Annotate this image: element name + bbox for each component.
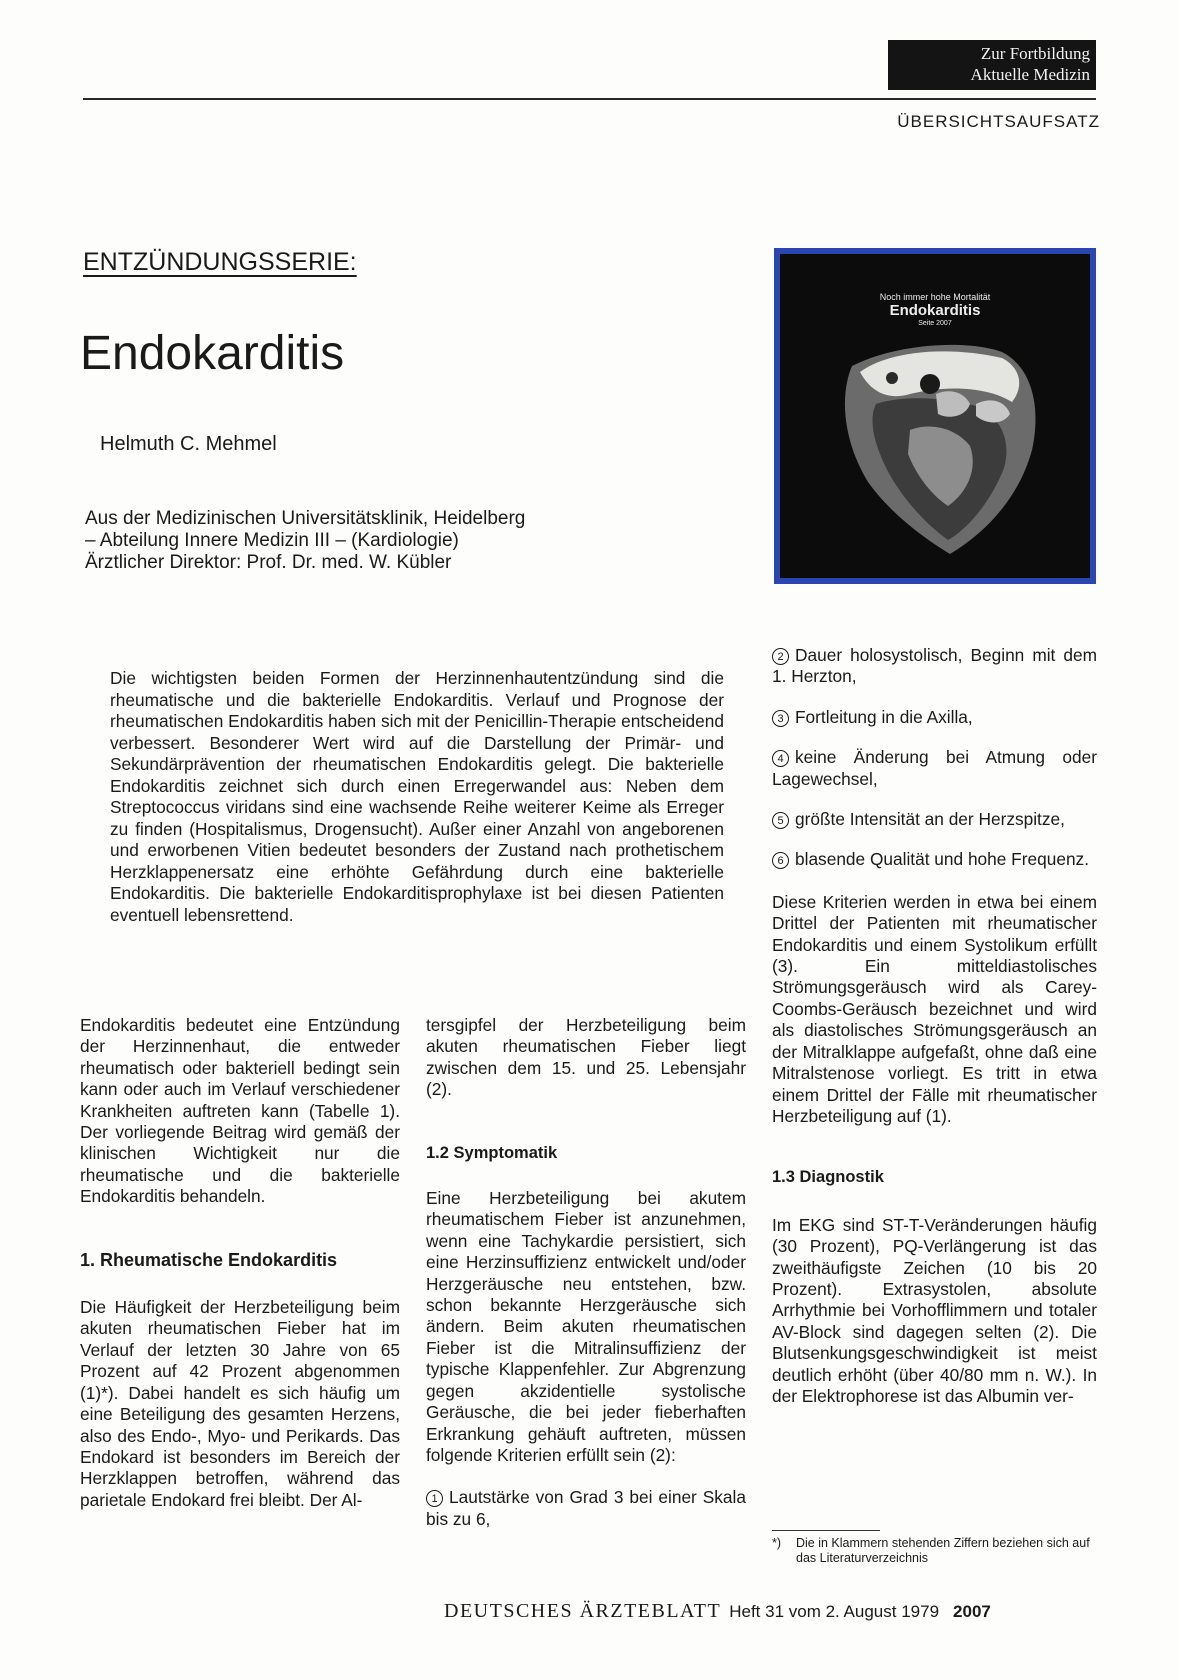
criterion-item (772, 849, 1097, 870)
series-label: ENTZÜNDUNGSSERIE: (83, 248, 357, 276)
page-number: 2007 (953, 1602, 991, 1621)
criterion-number: 6 (772, 852, 789, 869)
journal-name: DEUTSCHES ÄRZTEBLATT (444, 1600, 722, 1622)
header-rule (83, 98, 1096, 100)
body-paragraph: Eine Herzbeteiligung bei akutem rheumatischem Fieber ist anzunehmen, wenn eine Tachykardie persistiert, sich eine Herzinsuffizienz entwickelt und/oder Herzgeräusche neu entstehen, bzw. schon bekannte Herzgeräusche sich ändern. Beim akuten rheumatischen Fieber ist die Mitralinsuffizienz der typische Klappenfehler. Zur Abgrenzung gegen akzidentielle systolische Geräusche, die bei jeder fieberhaften Erkrankung gehäuft auftreten, müssen folgende Kriterien erfüllt sein (2): (426, 1188, 746, 1465)
criterion-number: 3 (772, 710, 789, 727)
author-name: Helmuth C. Mehmel (100, 433, 277, 455)
abstract: Die wichtigsten beiden Formen der Herzinnenhautentzündung sind die rheumatische und die bakterielle Endokarditis. Verlauf und Prognose der rheumatischen Endokarditis haben sich mit der Penicillin-Therapie entscheidend verbessert. Besonderer Wert wird auf die Darstellung der Primär- und Sekundärprävention der rheumatischen Endokarditis gelegt. Die bakterielle Endokarditis zeichnet sich durch einen Erregerwandel aus: Neben dem Streptococcus viridans sind eine wachsende Reihe weiterer Keime als Erreger zu finden (Hospitalismus, Drogensucht). Außer einer Anzahl von angeborenen und erworbenen Vitien bedeutet besonders der Zustand nach prothetischem Herzklappenersatz eine erhöhte Gefährdung durch eine bakterielle Endokarditis. Die bakterielle Endokarditisprophylaxe ist bei diesen Patienten eventuell lebensrettend. (110, 668, 724, 925)
page-footer (444, 1600, 1096, 1623)
section-label: ÜBERSICHTSAUFSATZ (897, 112, 1100, 131)
criterion-text: Lautstärke von Grad 3 bei einer Skala bis zu 6, (426, 1487, 746, 1529)
criterion-item (772, 747, 1097, 790)
body-paragraph: Im EKG sind ST-T-Veränderungen häufig (30 Prozent), PQ-Verlängerung ist das zweithäufigste Zeichen (10 bis 20 Prozent). Extrasystolen, absolute Arrhythmie bei Vorhofflimmern und totaler AV-Block sind dagegen selten (2). Die Blutsenkungsgeschwindigkeit ist meist deutlich erhöht (über 40/80 mm n. W.). In der Elektrophorese ist das Albumin ver- (772, 1214, 1097, 1406)
criterion-number: 1 (426, 1490, 443, 1507)
criterion-item (772, 809, 1097, 830)
criterion-text: größte Intensität an der Herzspitze, (795, 809, 1065, 830)
footnote-mark: *) (772, 1536, 782, 1550)
cover-line-2: Endokarditis (889, 302, 981, 319)
footnote-text: Die in Klammern stehenden Ziffern beziehen sich auf das Literaturverzeichnis (796, 1536, 1090, 1565)
cover-line-3: Seite 2007 (918, 320, 952, 327)
criterion-item (426, 1487, 746, 1530)
intro-paragraph: Endokarditis bedeutet eine Entzündung der Herzinnenhaut, die entweder rheumatisch oder bakteriell bedingt sein kann oder auch im Verlauf verschiedener Krankheiten auftreten kann (Tabelle 1). Der vorliegende Beitrag wird gemäß der klinischen Wichtigkeit nur die rheumatische und die bakterielle Endokarditis behandeln. (80, 1015, 400, 1207)
column-3 (772, 645, 1097, 1407)
cover-caption (780, 292, 1090, 329)
criterion-number: 2 (772, 648, 789, 665)
body-paragraph: Die Häufigkeit der Herzbeteiligung beim akuten rheumatischen Fieber hat im Verlauf der letzten 30 Jahre von 65 Prozent auf 42 Prozent abgenommen (1)*). Dabei handelt es sich häufig um eine Beteiligung des gesamten Herzens, also des Endo-, Myo- und Perikards. Das Endokard ist besonders im Bereich der Herzklappen betroffen, während das parietale Endokard frei bleibt. Der Al- (80, 1297, 400, 1510)
criterion-item (772, 707, 1097, 728)
criterion-text: blasende Qualität und hohe Frequenz. (795, 849, 1089, 870)
subsection-heading: 1.3 Diagnostik (772, 1168, 884, 1187)
criterion-text: keine Änderung bei Atmung oder Lagewechsel, (772, 747, 1097, 789)
criterion-item (772, 645, 1097, 688)
affiliation-line: Ärztlicher Direktor: Prof. Dr. med. W. Kübler (85, 552, 452, 573)
article-title: Endokarditis (80, 327, 345, 380)
tag-line-1: Zur Fortbildung (980, 44, 1090, 63)
column-1 (80, 1015, 400, 1511)
affiliation-line: – Abteilung Innere Medizin III – (Kardiologie) (85, 530, 459, 551)
criterion-text: Dauer holosystolisch, Beginn mit dem 1. Herzton, (772, 645, 1097, 687)
subsection-heading: 1.2 Symptomatik (426, 1143, 558, 1162)
affiliation (85, 508, 525, 574)
footnote (772, 1536, 1097, 1566)
body-paragraph: Diese Kriterien werden in etwa bei einem Drittel der Patienten mit rheumatischer Endokarditis und einem Systolikum erfüllt (3). Ein mitteldiastolisches Strömungsgeräusch wird als Carey-Coombs-Geräusch bezeichnet und wird als diastolisches Strömungsgeräusch an der Mitralklappe aufgefaßt, ohne daß eine Mitralstenose vorliegt. Es tritt in etwa einem Drittel der Fälle mit rheumatischer Herzbeteiligung auf (1). (772, 891, 1097, 1126)
section-heading: 1. Rheumatische Endokarditis (80, 1249, 338, 1270)
criterion-number: 5 (772, 812, 789, 829)
section-tag (888, 40, 1096, 90)
cover-photo (780, 254, 1090, 578)
tag-line-2: Aktuelle Medizin (970, 65, 1090, 84)
criterion-text: Fortleitung in die Axilla, (795, 706, 973, 727)
footnote-rule (772, 1530, 880, 1531)
criterion-number: 4 (772, 750, 789, 767)
body-paragraph: tersgipfel der Herzbeteiligung beim akuten rheumatischen Fieber liegt zwischen dem 15. und 25. Lebensjahr (2). (426, 1015, 746, 1100)
issue-info: Heft 31 vom 2. August 1979 (729, 1602, 940, 1621)
column-2 (426, 1015, 746, 1530)
cover-image (774, 248, 1096, 584)
affiliation-line: Aus der Medizinischen Universitätsklinik, Heidelberg (85, 508, 526, 529)
cover-line-1: Noch immer hohe Mortalität (879, 292, 991, 302)
